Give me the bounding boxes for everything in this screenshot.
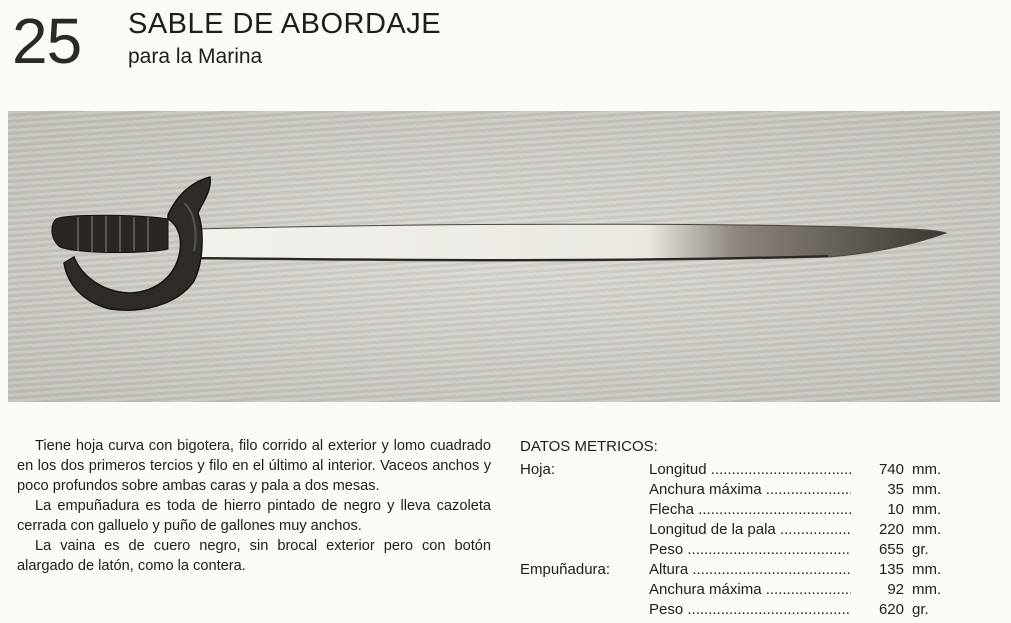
datos-unit: gr. (912, 541, 929, 558)
datos-value: 35 (887, 481, 904, 498)
plate-number: 25 (12, 5, 82, 77)
page-title: SABLE DE ABORDAJE (128, 8, 442, 40)
datos-value: 135 (878, 561, 904, 578)
datos-unit: mm. (912, 501, 942, 518)
datos-label: Flecha ..... (649, 500, 851, 520)
description (17, 436, 491, 576)
datos-value: 92 (887, 581, 904, 598)
description-paragraph: La empuñadura es toda de hierro pintado de negro y lleva cazoleta cerrada con galluelo y puño de gallones muy anchos. (17, 498, 491, 534)
datos-row (520, 540, 960, 560)
datos-unit: mm. (912, 561, 942, 578)
datos-unit: mm. (912, 461, 942, 478)
datos-label: Anchura máxima ..... (649, 480, 851, 500)
saber-icon (8, 111, 1000, 402)
datos-group: Hoja: (520, 461, 556, 478)
datos-header: DATOS METRICOS: (520, 438, 658, 455)
datos-row (520, 560, 960, 580)
datos-value: 740 (878, 461, 904, 478)
datos-value: 655 (878, 541, 904, 558)
datos-row (520, 460, 960, 480)
page-subtitle: para la Marina (128, 45, 263, 68)
description-paragraph: La vaina es de cuero negro, sin brocal exterior pero con botón alargado de latón, como la contera. (17, 538, 491, 574)
datos-label: Longitud ..... (649, 460, 851, 480)
description-paragraph: Tiene hoja curva con bigotera, filo corrido al exterior y lomo cuadrado en los dos primeros tercios y filo en el último al interior. Vaceos anchos y poco profundos sobre ambas caras y pala a dos mesas. (17, 438, 491, 494)
datos-unit: mm. (912, 481, 942, 498)
datos-value: 10 (887, 501, 904, 518)
datos-row (520, 580, 960, 600)
datos-row (520, 480, 960, 500)
datos-label: Anchura máxima ..... (649, 580, 851, 600)
datos-label: Longitud de la pala ..... (649, 520, 851, 540)
datos-unit: gr. (912, 601, 929, 618)
datos-label: Peso ..... (649, 600, 851, 620)
datos-unit: mm. (912, 521, 942, 538)
datos-label: Peso ..... (649, 540, 851, 560)
datos-unit: mm. (912, 581, 942, 598)
datos-row (520, 520, 960, 540)
datos-value: 620 (878, 601, 904, 618)
datos-row (520, 600, 960, 620)
datos-row (520, 500, 960, 520)
datos-group: Empuñadura: (520, 561, 611, 578)
saber-photo (8, 111, 1000, 402)
datos-label: Altura ..... (649, 560, 851, 580)
datos-value: 220 (878, 521, 904, 538)
